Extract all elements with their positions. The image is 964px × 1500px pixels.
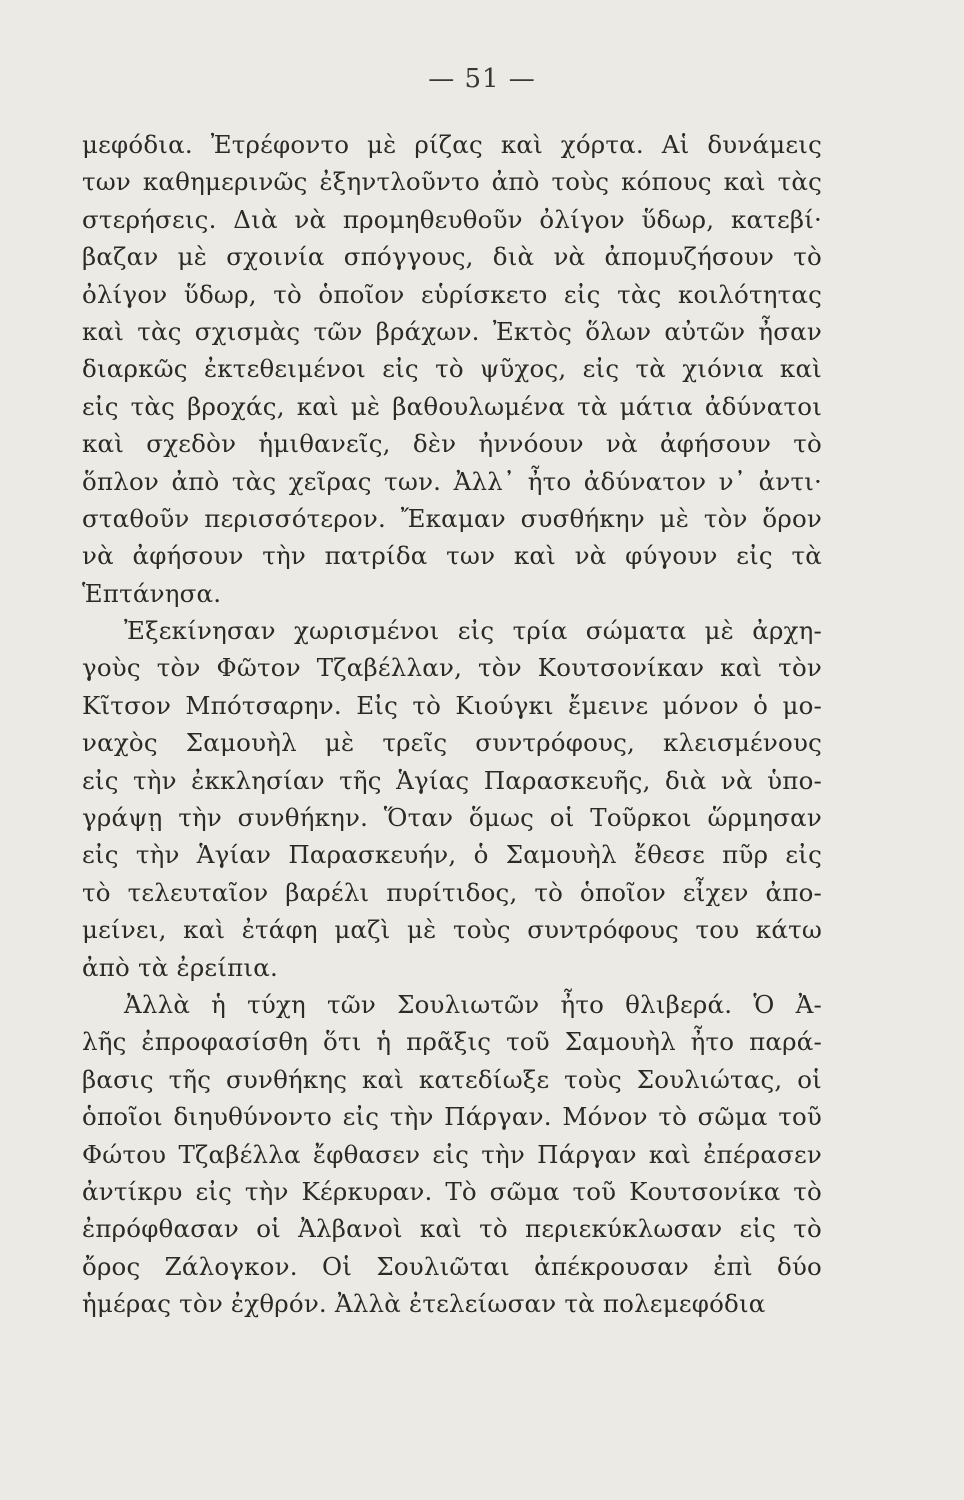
text-line: ὀλίγον ὕδωρ, τὸ ὁποῖον εὑρίσκετο εἰς τὰς κοιλότητας	[82, 279, 822, 309]
text-line: εἰς τὰς βροχάς, καὶ μὲ βαθουλωμένα τὰ μάτια ἀδύνατοι	[82, 391, 822, 421]
text-line: λῆς ἐπροφασίσθη ὅτι ἡ πρᾶξις τοῦ Σαμουὴλ ἦτο παρά-	[82, 1027, 822, 1057]
page-number: — 51 —	[428, 64, 536, 94]
text-line: διαρκῶς ἐκτεθειμένοι εἰς τὸ ψῦχος, εἰς τὰ χιόνια καὶ	[82, 354, 822, 384]
text-line: μείνει, καὶ ἐτάφη μαζὶ μὲ τοὺς συντρόφους του κάτω	[82, 915, 822, 945]
text-line: ναχὸς Σαμουὴλ μὲ τρεῖς συντρόφους, κλεισμένους	[82, 728, 822, 758]
text-line: νὰ ἀφήσουν τὴν πατρίδα των καὶ νὰ φύγουν εἰς τὰ	[82, 541, 822, 571]
text-line: εἰς τὴν ἐκκλησίαν τῆς Ἁγίας Παρασκευῆς, διὰ νὰ ὑπο-	[82, 765, 822, 795]
text-line: Φώτου Τζαβέλλα ἔφθασεν εἰς τὴν Πάργαν καὶ ἐπέρασεν	[82, 1139, 822, 1169]
text-line: καὶ σχεδὸν ἡμιθανεῖς, δὲν ἠννόουν νὰ ἀφήσουν τὸ	[82, 429, 822, 459]
text-line: γοὺς τὸν Φῶτον Τζαβέλλαν, τὸν Κουτσονίκαν καὶ τὸν	[82, 653, 822, 683]
text-line: τὸ τελευταῖον βαρέλι πυρίτιδος, τὸ ὁποῖον εἶχεν ἀπο-	[82, 877, 822, 907]
text-line: Ἐξεκίνησαν χωρισμένοι εἰς τρία σώματα μὲ ἀρχη-	[124, 616, 822, 646]
text-line: Ἑπτάνησα.	[82, 578, 222, 608]
text-line: βασις τῆς συνθήκης καὶ κατεδίωξε τοὺς Σουλιώτας, οἱ	[82, 1064, 822, 1094]
text-line: εἰς τὴν Ἁγίαν Παρασκευήν, ὁ Σαμουὴλ ἔθεσε πῦρ εἰς	[82, 840, 822, 870]
text-line: καὶ τὰς σχισμὰς τῶν βράχων. Ἐκτὸς ὅλων αὐτῶν ἦσαν	[82, 316, 822, 346]
text-line: ἐπρόφθασαν οἱ Ἀλβανοὶ καὶ τὸ περιεκύκλωσαν εἰς τὸ	[82, 1214, 822, 1244]
body-text	[82, 126, 822, 1323]
text-line: γράψῃ τὴν συνθήκην. Ὅταν ὅμως οἱ Τοῦρκοι ὥρμησαν	[82, 803, 822, 833]
text-line: ὄρος Ζάλογκον. Οἱ Σουλιῶται ἀπέκρουσαν ἐπὶ δύο	[82, 1251, 822, 1281]
text-line: σταθοῦν περισσότερον. Ἔκαμαν συσθήκην μὲ τὸν ὅρον	[82, 503, 822, 533]
text-line: ἀπὸ τὰ ἐρείπια.	[82, 952, 278, 982]
text-line: των καθημερινῶς ἐξηντλοῦντο ἀπὸ τοὺς κόπους καὶ τὰς	[82, 167, 822, 197]
text-line: Κῖτσον Μπότσαρην. Εἰς τὸ Κιούγκι ἔμεινε μόνον ὁ μο-	[82, 690, 822, 720]
text-line: ἀντίκρυ εἰς τὴν Κέρκυραν. Τὸ σῶμα τοῦ Κουτσονίκα τὸ	[82, 1176, 822, 1206]
text-line: μεφόδια. Ἐτρέφοντο μὲ ρίζας καὶ χόρτα. Αἱ δυνάμεις	[82, 130, 822, 159]
text-line: ὁποῖοι διηυθύνοντο εἰς τὴν Πάργαν. Μόνον τὸ σῶμα τοῦ	[82, 1102, 822, 1132]
text-line: ἡμέρας τὸν ἐχθρόν. Ἀλλὰ ἐτελείωσαν τὰ πολεμεφόδια	[82, 1289, 766, 1319]
text-line: ὅπλον ἀπὸ τὰς χεῖρας των. Ἀλλ᾽ ἦτο ἀδύνατον ν᾽ ἀντι·	[82, 466, 822, 496]
text-line: βαζαν μὲ σχοινία σπόγγους, διὰ νὰ ἀπομυζήσουν τὸ	[82, 242, 822, 272]
text-line: Ἀλλὰ ἡ τύχη τῶν Σουλιωτῶν ἦτο θλιβερά. Ὁ Ἀ-	[124, 989, 822, 1019]
text-line: στερήσεις. Διὰ νὰ προμηθευθοῦν ὀλίγον ὕδωρ, κατεβί·	[82, 204, 822, 234]
